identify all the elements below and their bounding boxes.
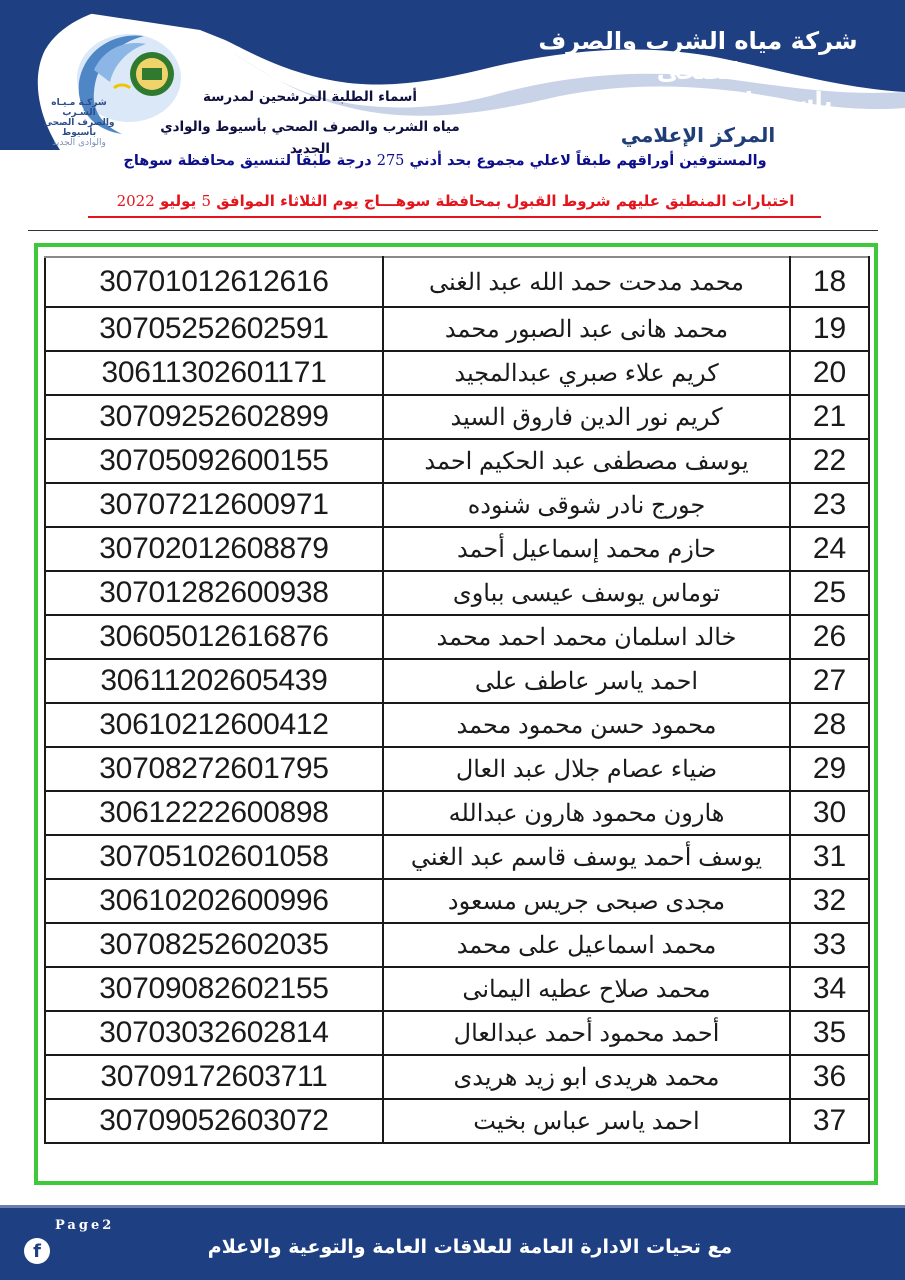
- national-id-cell: 30708252602035: [45, 923, 383, 967]
- national-id-cell: 30705092600155: [45, 439, 383, 483]
- table-row: [45, 351, 869, 395]
- criteria-score: 275: [376, 153, 405, 169]
- company-name-block: [533, 26, 863, 152]
- exam-text-a: اختبارات المنطبق عليهم شروط القبول بمحافظة سوهـــاج يوم الثلاثاء الموافق: [216, 192, 795, 210]
- table-row: [45, 703, 869, 747]
- exam-date-line: [88, 192, 823, 210]
- table-row: [45, 835, 869, 879]
- logo-caption: [40, 98, 118, 148]
- student-name-cell: كريم علاء صبري عبدالمجيد: [383, 351, 790, 395]
- national-id-cell: 30612222600898: [45, 791, 383, 835]
- table-row: [45, 527, 869, 571]
- row-number-cell: 27: [790, 659, 869, 703]
- row-number-cell: 20: [790, 351, 869, 395]
- student-name-cell: كريم نور الدين فاروق السيد: [383, 395, 790, 439]
- row-number-cell: 24: [790, 527, 869, 571]
- student-name-cell: هارون محمود هارون عبدالله: [383, 791, 790, 835]
- national-id-cell: 30610212600412: [45, 703, 383, 747]
- student-name-cell: توماس يوسف عيسى بباوى: [383, 571, 790, 615]
- row-number-cell: 32: [790, 879, 869, 923]
- table-row: [45, 307, 869, 351]
- national-id-cell: 30703032602814: [45, 1011, 383, 1055]
- row-number-cell: 23: [790, 483, 869, 527]
- criteria-text-c: درجة طبقاً لتنسيق محافظة سوهاج: [123, 153, 372, 169]
- student-name-cell: محمود حسن محمود محمد: [383, 703, 790, 747]
- national-id-cell: 30709082602155: [45, 967, 383, 1011]
- student-name-cell: احمد ياسر عاطف على: [383, 659, 790, 703]
- national-id-cell: 30705102601058: [45, 835, 383, 879]
- table-row: [45, 791, 869, 835]
- student-name-cell: يوسف أحمد يوسف قاسم عبد الغني: [383, 835, 790, 879]
- title-line1: أسماء الطلبة المرشحين لمدرسة: [202, 89, 418, 105]
- national-id-cell: 30709172603711: [45, 1055, 383, 1099]
- row-number-cell: 26: [790, 615, 869, 659]
- table-row: [45, 257, 869, 307]
- facebook-icon[interactable]: f: [24, 1238, 50, 1264]
- national-id-cell: 30709052603072: [45, 1099, 383, 1143]
- national-id-cell: 30611202605439: [45, 659, 383, 703]
- student-name-cell: مجدى صبحى جريس مسعود: [383, 879, 790, 923]
- title-line2: مياه الشرب والصرف الصحي بأسيوط والوادي الجديد: [160, 119, 460, 157]
- row-number-cell: 36: [790, 1055, 869, 1099]
- national-id-cell: 30709252602899: [45, 395, 383, 439]
- row-number-cell: 31: [790, 835, 869, 879]
- media-center-label: المركز الإعلامي: [620, 123, 776, 147]
- header-separator: [28, 230, 878, 231]
- logo-caption-line1: شركـة مـيـاه الشـرب: [51, 98, 107, 118]
- row-number-cell: 22: [790, 439, 869, 483]
- table-row: [45, 1099, 869, 1143]
- table-row: [45, 615, 869, 659]
- exam-day: 5: [201, 192, 211, 210]
- footer-credit: مع تحيات الادارة العامة للعلاقات العامة والتوعية والاعلام: [207, 1236, 733, 1258]
- national-id-cell: 30605012616876: [45, 615, 383, 659]
- criteria-line: [60, 153, 830, 169]
- table-row: [45, 483, 869, 527]
- row-number-cell: 28: [790, 703, 869, 747]
- national-id-cell: 30705252602591: [45, 307, 383, 351]
- exam-date-underline: [88, 216, 821, 218]
- logo-caption-line2: والصرف الصحى بأسيوط: [43, 118, 115, 138]
- table-row: [45, 967, 869, 1011]
- student-name-cell: جورج نادر شوقى شنوده: [383, 483, 790, 527]
- row-number-cell: 18: [790, 257, 869, 307]
- table-row: [45, 659, 869, 703]
- student-name-cell: محمد اسماعيل على محمد: [383, 923, 790, 967]
- row-number-cell: 21: [790, 395, 869, 439]
- row-number-cell: 33: [790, 923, 869, 967]
- national-id-cell: 30708272601795: [45, 747, 383, 791]
- row-number-cell: 37: [790, 1099, 869, 1143]
- student-name-cell: محمد صلاح عطيه اليمانى: [383, 967, 790, 1011]
- company-name-line2: بأسيوط والوادى الجديد: [563, 87, 833, 115]
- table-row: [45, 439, 869, 483]
- company-name-line1: شركة مياه الشرب والصرف الصحى: [538, 27, 858, 85]
- national-id-cell: 30610202600996: [45, 879, 383, 923]
- national-id-cell: 30701012612616: [45, 257, 383, 307]
- row-number-cell: 34: [790, 967, 869, 1011]
- table-row: [45, 747, 869, 791]
- table-row: [45, 1055, 869, 1099]
- table-row: [45, 879, 869, 923]
- row-number-cell: 30: [790, 791, 869, 835]
- row-number-cell: 19: [790, 307, 869, 351]
- student-name-cell: ضياء عصام جلال عبد العال: [383, 747, 790, 791]
- logo-caption-line3: والوادى الجديد: [52, 138, 106, 148]
- student-name-cell: أحمد محمود أحمد عبدالعال: [383, 1011, 790, 1055]
- exam-month: يوليو: [160, 192, 197, 210]
- candidates-table: [44, 256, 870, 1144]
- student-name-cell: احمد ياسر عباس بخيت: [383, 1099, 790, 1143]
- row-number-cell: 29: [790, 747, 869, 791]
- national-id-cell: 30611302601171: [45, 351, 383, 395]
- student-name-cell: حازم محمد إسماعيل أحمد: [383, 527, 790, 571]
- national-id-cell: 30707212600971: [45, 483, 383, 527]
- table-row: [45, 923, 869, 967]
- student-name-cell: خالد اسلمان محمد احمد محمد: [383, 615, 790, 659]
- table-row: [45, 571, 869, 615]
- footer-top-line: [0, 1205, 905, 1208]
- row-number-cell: 35: [790, 1011, 869, 1055]
- table-row: [45, 1011, 869, 1055]
- student-name-cell: محمد مدحت حمد الله عبد الغنى: [383, 257, 790, 307]
- criteria-text-b: بحد أدني: [409, 153, 472, 169]
- student-name-cell: محمد هريدى ابو زيد هريدى: [383, 1055, 790, 1099]
- exam-year: 2022: [116, 192, 155, 210]
- student-name-cell: محمد هانى عبد الصبور محمد: [383, 307, 790, 351]
- row-number-cell: 25: [790, 571, 869, 615]
- national-id-cell: 30701282600938: [45, 571, 383, 615]
- student-name-cell: يوسف مصطفى عبد الحكيم احمد: [383, 439, 790, 483]
- criteria-text-a: والمستوفين أوراقهم طبقاً لاعلي مجموع: [476, 153, 767, 169]
- table-row: [45, 395, 869, 439]
- national-id-cell: 30702012608879: [45, 527, 383, 571]
- document-title: [150, 86, 470, 160]
- page-number: Page2: [55, 1218, 115, 1233]
